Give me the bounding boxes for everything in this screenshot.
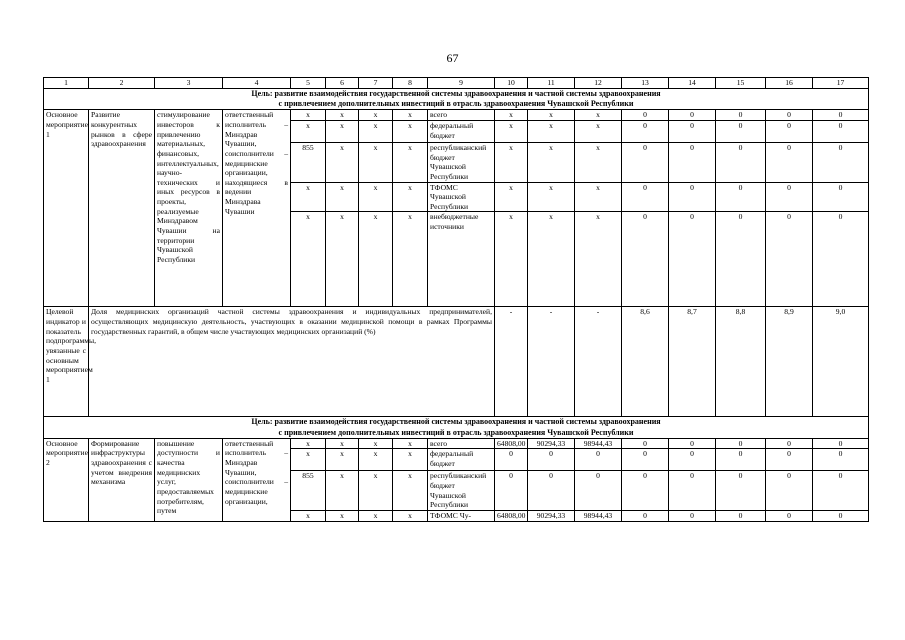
amount-cell: x xyxy=(495,120,528,142)
indicator-value-cell: 8,8 xyxy=(716,307,766,417)
amount-cell: x xyxy=(575,182,622,212)
amount-cell: 0 xyxy=(495,449,528,471)
funding-source-cell: внебюджетные источники xyxy=(428,212,495,307)
indicator-value-cell: 8,6 xyxy=(622,307,669,417)
amount-cell: x xyxy=(528,120,575,142)
code-cell: x xyxy=(393,120,428,142)
amount-cell: 98944,43 xyxy=(575,510,622,521)
goal-line-2: с привлечением дополнительных инвестиций в отрасль здравоохранения Чувашской Республики xyxy=(278,427,634,437)
amount-cell: 98944,43 xyxy=(575,438,622,449)
code-cell: x xyxy=(359,120,393,142)
amount-cell: 0 xyxy=(669,471,716,511)
measure-1-row xyxy=(44,110,869,121)
program-table xyxy=(43,77,869,522)
amount-cell: 0 xyxy=(622,471,669,511)
amount-cell: 0 xyxy=(669,182,716,212)
amount-cell: x xyxy=(495,110,528,121)
code-cell: x xyxy=(359,212,393,307)
amount-cell: 64808,00 xyxy=(495,510,528,521)
indicator-value-cell: - xyxy=(528,307,575,417)
code-cell: x xyxy=(326,120,359,142)
amount-cell: 0 xyxy=(495,471,528,511)
amount-cell: 0 xyxy=(716,110,766,121)
amount-cell: 0 xyxy=(622,110,669,121)
amount-cell: x xyxy=(495,142,528,182)
goal-row-2 xyxy=(44,417,869,438)
goal-line-1: Цель: развитие взаимодействия государственной системы здравоохранения и частной системы здравоохранения xyxy=(251,89,661,98)
code-cell: x xyxy=(326,182,359,212)
column-number-cell: 7 xyxy=(359,78,393,89)
column-number-cell: 1 xyxy=(44,78,89,89)
funding-source-cell: ТФОМС Чувашской Республики xyxy=(428,182,495,212)
amount-cell: 0 xyxy=(766,438,813,449)
amount-cell: 0 xyxy=(622,182,669,212)
code-cell: x xyxy=(291,510,326,521)
funding-source-cell: всего xyxy=(428,110,495,121)
code-cell: x xyxy=(291,212,326,307)
amount-cell: x xyxy=(575,142,622,182)
amount-cell: 0 xyxy=(669,212,716,307)
column-number-cell: 15 xyxy=(716,78,766,89)
amount-cell: 0 xyxy=(716,510,766,521)
column-number-row xyxy=(44,78,869,89)
code-cell: x xyxy=(326,510,359,521)
funding-source-cell: всего xyxy=(428,438,495,449)
indicator-value-cell: 9,0 xyxy=(813,307,869,417)
goal-row xyxy=(44,89,869,110)
code-cell: x xyxy=(326,110,359,121)
amount-cell: x xyxy=(575,110,622,121)
code-cell: x xyxy=(326,212,359,307)
column-number-cell: 13 xyxy=(622,78,669,89)
funding-source-cell: республиканский бюджет Чувашской Республики xyxy=(428,142,495,182)
code-cell: x xyxy=(326,471,359,511)
code-cell: x xyxy=(326,449,359,471)
code-cell: x xyxy=(359,510,393,521)
code-cell: x xyxy=(393,212,428,307)
amount-cell: 0 xyxy=(528,471,575,511)
amount-cell: 0 xyxy=(766,510,813,521)
code-cell: x xyxy=(291,449,326,471)
amount-cell: 0 xyxy=(716,142,766,182)
amount-cell: 0 xyxy=(669,438,716,449)
goal-heading xyxy=(44,89,869,110)
amount-cell: 0 xyxy=(716,120,766,142)
amount-cell: 0 xyxy=(766,471,813,511)
amount-cell: 0 xyxy=(716,182,766,212)
amount-cell: 0 xyxy=(622,120,669,142)
amount-cell: 0 xyxy=(766,110,813,121)
measure-1-result-cell: стимулирование инвесторов к привлечению материальных, финансовых, интеллектуальных, научно-технических и иных ресурсов в проекты, реализуемые Минздравом Чувашии на территории Чувашской Республики xyxy=(155,110,223,307)
funding-source-cell: федеральный бюджет xyxy=(428,449,495,471)
code-cell: x xyxy=(393,471,428,511)
amount-cell: 0 xyxy=(766,182,813,212)
code-cell: 855 xyxy=(291,471,326,511)
amount-cell: 0 xyxy=(622,449,669,471)
amount-cell: 90294,33 xyxy=(528,510,575,521)
amount-cell: 0 xyxy=(575,449,622,471)
column-number-cell: 8 xyxy=(393,78,428,89)
indicator-row xyxy=(44,307,869,417)
goal-heading xyxy=(44,417,869,438)
code-cell: x xyxy=(291,120,326,142)
code-cell: x xyxy=(359,182,393,212)
code-cell: x xyxy=(393,510,428,521)
column-number-cell: 5 xyxy=(291,78,326,89)
amount-cell: x xyxy=(495,212,528,307)
amount-cell: x xyxy=(528,110,575,121)
amount-cell: 0 xyxy=(669,449,716,471)
goal-line-2: с привлечением дополнительных инвестиций в отрасль здравоохранения Чувашской Республики xyxy=(278,99,634,109)
code-cell: x xyxy=(359,438,393,449)
amount-cell: 0 xyxy=(622,510,669,521)
page-number: 67 xyxy=(446,51,459,65)
code-cell: x xyxy=(393,449,428,471)
amount-cell: 0 xyxy=(716,471,766,511)
indicator-value-cell: - xyxy=(575,307,622,417)
measure-1-name-cell: Основное мероприятие 1 xyxy=(44,110,89,307)
amount-cell: 0 xyxy=(813,449,869,471)
column-number-cell: 16 xyxy=(766,78,813,89)
amount-cell: 0 xyxy=(813,182,869,212)
amount-cell: 0 xyxy=(528,449,575,471)
amount-cell: 0 xyxy=(669,120,716,142)
code-cell: x xyxy=(359,449,393,471)
amount-cell: 90294,33 xyxy=(528,438,575,449)
funding-source-cell: ТФОМС Чу- xyxy=(428,510,495,521)
column-number-cell: 17 xyxy=(813,78,869,89)
code-cell: x xyxy=(326,438,359,449)
indicator-text-cell: Доля медицинских организаций частной системы здравоохранения и индивидуальных предпринимателей, осуществляющих медицинскую деятельность, участвующих в оказании медицинской помощи в рамках Программы государственных гарантий, в общем числе участвующих медицинских организаций (%) xyxy=(89,307,495,417)
indicator-label-cell: Целевой индикатор и показатель подпрограммы, увязанные с основным мероприятием 1 xyxy=(44,307,89,417)
amount-cell: 0 xyxy=(669,510,716,521)
code-cell: x xyxy=(359,142,393,182)
amount-cell: 0 xyxy=(813,510,869,521)
amount-cell: x xyxy=(575,120,622,142)
amount-cell: x xyxy=(495,182,528,212)
goal-line-1: Цель: развитие взаимодействия государственной системы здравоохранения и частной системы здравоохранения xyxy=(251,417,661,427)
column-number-cell: 3 xyxy=(155,78,223,89)
amount-cell: x xyxy=(528,182,575,212)
code-cell: x xyxy=(393,182,428,212)
amount-cell: 0 xyxy=(622,212,669,307)
amount-cell: 0 xyxy=(575,471,622,511)
amount-cell: 0 xyxy=(622,142,669,182)
amount-cell: 0 xyxy=(622,438,669,449)
measure-2-title-cell: Формирование инфраструктуры здравоохранения с учетом внедрения механизма xyxy=(89,438,155,521)
amount-cell: 0 xyxy=(669,110,716,121)
amount-cell: x xyxy=(528,212,575,307)
code-cell: x xyxy=(291,110,326,121)
measure-2-result-cell: повышение доступности и качества медицинских услуг, предоставляемых потребителям, путем xyxy=(155,438,223,521)
table-body xyxy=(44,78,869,522)
column-number-cell: 2 xyxy=(89,78,155,89)
amount-cell: 0 xyxy=(813,471,869,511)
measure-2-name-cell: Основное мероприятие 2 xyxy=(44,438,89,521)
funding-source-cell: федеральный бюджет xyxy=(428,120,495,142)
column-number-cell: 12 xyxy=(575,78,622,89)
amount-cell: x xyxy=(528,142,575,182)
amount-cell: 0 xyxy=(716,212,766,307)
amount-cell: 0 xyxy=(813,438,869,449)
column-number-cell: 11 xyxy=(528,78,575,89)
amount-cell: 0 xyxy=(813,120,869,142)
amount-cell: 0 xyxy=(766,449,813,471)
indicator-value-cell: 8,7 xyxy=(669,307,716,417)
code-cell: x xyxy=(393,110,428,121)
amount-cell: 64808,00 xyxy=(495,438,528,449)
measure-2-row xyxy=(44,438,869,449)
code-cell: x xyxy=(326,142,359,182)
column-number-cell: 10 xyxy=(495,78,528,89)
code-cell: x xyxy=(393,142,428,182)
amount-cell: 0 xyxy=(716,449,766,471)
measure-2-executor-cell: ответственный исполнитель – Минздрав Чувашии, соисполнители – медицинские организации, xyxy=(223,438,291,521)
code-cell: x xyxy=(291,182,326,212)
amount-cell: 0 xyxy=(766,120,813,142)
amount-cell: 0 xyxy=(766,212,813,307)
code-cell: x xyxy=(291,438,326,449)
amount-cell: 0 xyxy=(813,110,869,121)
amount-cell: 0 xyxy=(813,142,869,182)
amount-cell: 0 xyxy=(716,438,766,449)
indicator-value-cell: 8,9 xyxy=(766,307,813,417)
column-number-cell: 6 xyxy=(326,78,359,89)
code-cell: x xyxy=(359,110,393,121)
column-number-cell: 4 xyxy=(223,78,291,89)
code-cell: 855 xyxy=(291,142,326,182)
funding-source-cell: республиканский бюджет Чувашской Республики xyxy=(428,471,495,511)
amount-cell: 0 xyxy=(669,142,716,182)
measure-1-executor-cell: ответственный исполнитель – Минздрав Чувашии, соисполнители – медицинские организации, находящиеся в ведении Минздрава Чувашии xyxy=(223,110,291,307)
amount-cell: x xyxy=(575,212,622,307)
amount-cell: 0 xyxy=(766,142,813,182)
column-number-cell: 14 xyxy=(669,78,716,89)
indicator-value-cell: - xyxy=(495,307,528,417)
column-number-cell: 9 xyxy=(428,78,495,89)
code-cell: x xyxy=(393,438,428,449)
amount-cell: 0 xyxy=(813,212,869,307)
measure-1-title-cell: Развитие конкурентных рынков в сфере здравоохранения xyxy=(89,110,155,307)
code-cell: x xyxy=(359,471,393,511)
